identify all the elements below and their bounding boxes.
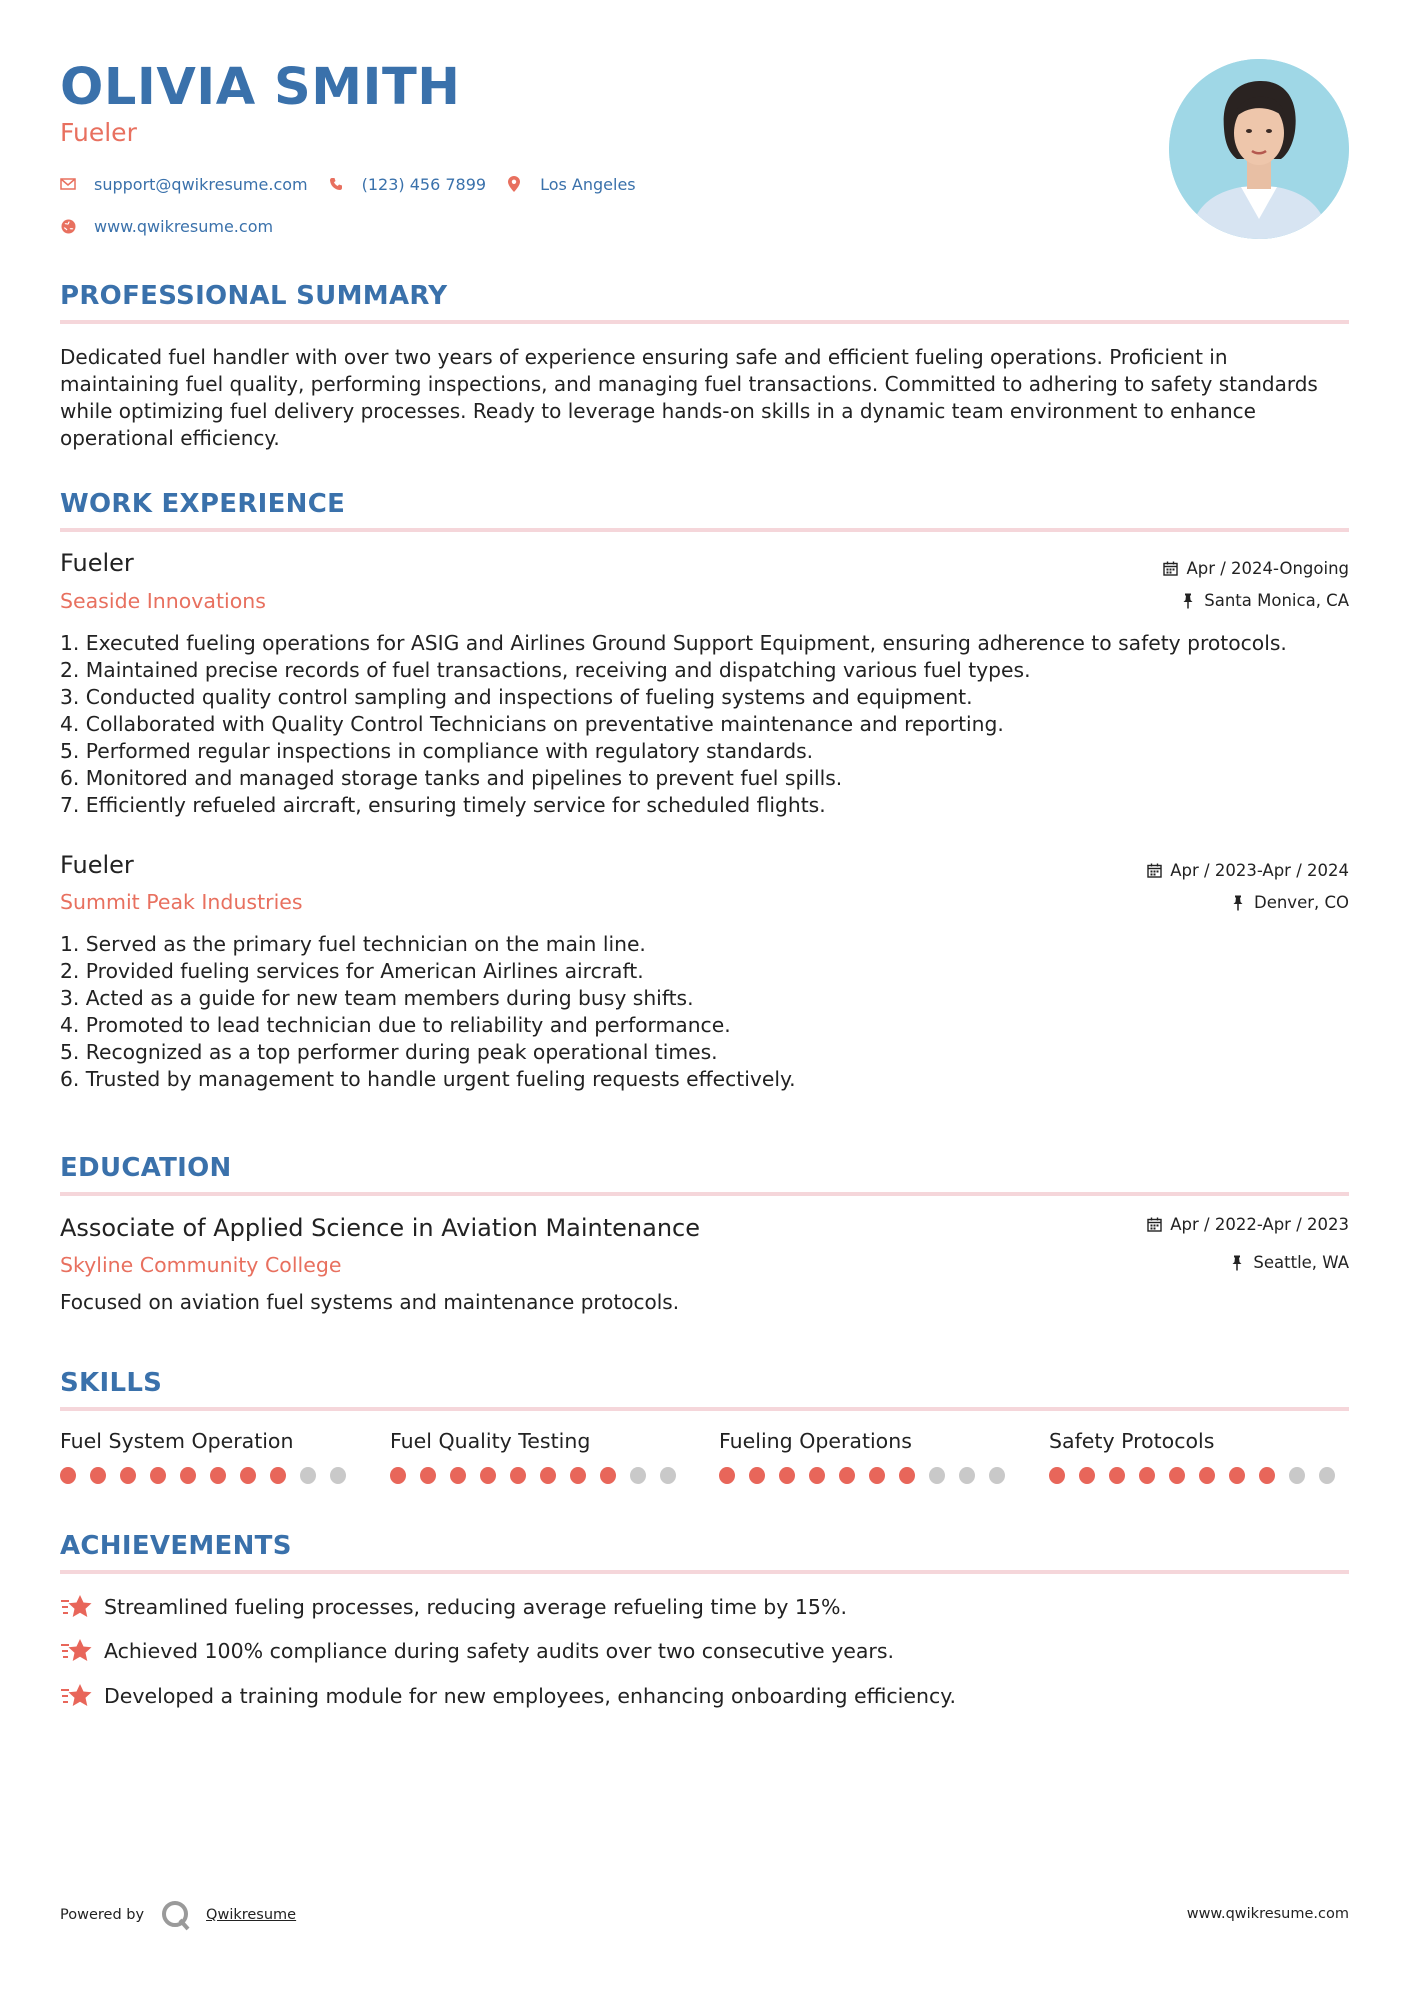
list-item: 3. Acted as a guide for new team members during busy shifts. bbox=[60, 986, 694, 1010]
globe-icon bbox=[60, 218, 76, 234]
section-divider bbox=[60, 528, 1349, 532]
skill-rating bbox=[60, 1467, 360, 1484]
list-item: 6. Monitored and managed storage tanks and pipelines to prevent fuel spills. bbox=[60, 766, 843, 790]
achievement-text: Developed a training module for new employees, enhancing onboarding efficiency. bbox=[104, 1684, 956, 1708]
job-location-text: Santa Monica, CA bbox=[1204, 591, 1349, 610]
star-award-icon bbox=[60, 1681, 94, 1711]
education-description: Focused on aviation fuel systems and maintenance protocols. bbox=[60, 1290, 680, 1314]
email-link[interactable]: support@qwikresume.com bbox=[94, 174, 308, 194]
job-dates-text: Apr / 2023-Apr / 2024 bbox=[1170, 861, 1349, 880]
skills-heading: SKILLS bbox=[60, 1368, 163, 1398]
job-title: Fueler bbox=[60, 851, 134, 879]
list-item: 6. Trusted by management to handle urgent fueling requests effectively. bbox=[60, 1067, 796, 1091]
job-location bbox=[1230, 893, 1349, 912]
calendar-icon bbox=[1146, 863, 1162, 879]
skill-dot-filled bbox=[899, 1467, 915, 1484]
candidate-role: Fueler bbox=[60, 118, 137, 147]
achievement-text: Streamlined fueling processes, reducing average refueling time by 15%. bbox=[104, 1595, 847, 1619]
calendar-icon bbox=[1146, 1217, 1162, 1233]
skill-dot-filled bbox=[839, 1467, 855, 1484]
skill-dot-filled bbox=[1169, 1467, 1185, 1484]
list-item: 7. Efficiently refueled aircraft, ensuring timely service for scheduled flights. bbox=[60, 793, 826, 817]
skill-name: Fuel Quality Testing bbox=[390, 1429, 591, 1453]
list-item: 2. Provided fueling services for American Airlines aircraft. bbox=[60, 959, 644, 983]
achievement-text: Achieved 100% compliance during safety audits over two consecutive years. bbox=[104, 1639, 895, 1663]
skill-dot-filled bbox=[450, 1467, 466, 1484]
skill-dot-filled bbox=[1049, 1467, 1065, 1484]
location-text: Los Angeles bbox=[540, 174, 636, 194]
skill-item bbox=[390, 1429, 690, 1484]
education-dates-text: Apr / 2022-Apr / 2023 bbox=[1170, 1215, 1349, 1234]
skill-dot-filled bbox=[420, 1467, 436, 1484]
job-dates-text: Apr / 2024-Ongoing bbox=[1186, 559, 1349, 578]
skill-dot-filled bbox=[510, 1467, 526, 1484]
achievement-item bbox=[60, 1636, 894, 1666]
job-dates bbox=[1162, 559, 1349, 578]
skill-name: Safety Protocols bbox=[1049, 1429, 1215, 1453]
list-item: 4. Collaborated with Quality Control Technicians on preventative maintenance and reporting. bbox=[60, 712, 1004, 736]
summary-heading: PROFESSIONAL SUMMARY bbox=[60, 281, 448, 311]
job-location bbox=[1180, 591, 1349, 610]
pushpin-icon bbox=[1229, 1255, 1245, 1271]
powered-by-label: Powered by bbox=[60, 1907, 145, 1923]
list-item: 3. Conducted quality control sampling and inspections of fueling systems and equipment. bbox=[60, 685, 973, 709]
section-divider bbox=[60, 1570, 1349, 1574]
section-divider bbox=[60, 320, 1349, 324]
skill-dot-filled bbox=[210, 1467, 226, 1484]
education-dates bbox=[1146, 1215, 1349, 1234]
qwikresume-link[interactable]: Qwikresume bbox=[206, 1907, 297, 1923]
skill-dot-empty bbox=[929, 1467, 945, 1484]
company-name: Seaside Innovations bbox=[60, 589, 266, 613]
skill-name: Fueling Operations bbox=[719, 1429, 912, 1453]
education-heading: EDUCATION bbox=[60, 1153, 232, 1183]
skill-rating bbox=[719, 1467, 1019, 1484]
skill-item bbox=[719, 1429, 1019, 1484]
company-name: Summit Peak Industries bbox=[60, 890, 303, 914]
star-award-icon bbox=[60, 1636, 94, 1666]
skill-dot-empty bbox=[1289, 1467, 1305, 1484]
skill-dot-filled bbox=[540, 1467, 556, 1484]
skill-item bbox=[1049, 1429, 1349, 1484]
pushpin-icon bbox=[1230, 895, 1246, 911]
skill-dot-filled bbox=[90, 1467, 106, 1484]
contact-row bbox=[60, 172, 656, 196]
skill-dot-empty bbox=[300, 1467, 316, 1484]
skill-dot-filled bbox=[749, 1467, 765, 1484]
pushpin-icon bbox=[1180, 593, 1196, 609]
skill-dot-filled bbox=[1199, 1467, 1215, 1484]
achievement-item bbox=[60, 1681, 956, 1711]
job-title: Fueler bbox=[60, 549, 134, 577]
skill-dot-filled bbox=[1079, 1467, 1095, 1484]
candidate-name: OLIVIA SMITH bbox=[60, 58, 461, 117]
education-location-text: Seattle, WA bbox=[1253, 1253, 1349, 1272]
education-location bbox=[1229, 1253, 1349, 1272]
skill-name: Fuel System Operation bbox=[60, 1429, 294, 1453]
calendar-icon bbox=[1162, 561, 1178, 577]
achievements-heading: ACHIEVEMENTS bbox=[60, 1531, 292, 1561]
skill-dot-filled bbox=[1109, 1467, 1125, 1484]
email-icon bbox=[60, 176, 76, 192]
list-item: 4. Promoted to lead technician due to reliability and performance. bbox=[60, 1013, 731, 1037]
skill-dot-filled bbox=[570, 1467, 586, 1484]
skill-dot-empty bbox=[660, 1467, 676, 1484]
job-bullets bbox=[60, 931, 1340, 1093]
degree-title: Associate of Applied Science in Aviation Maintenance bbox=[60, 1214, 701, 1242]
skill-dot-filled bbox=[779, 1467, 795, 1484]
skill-dot-filled bbox=[240, 1467, 256, 1484]
skill-dot-empty bbox=[989, 1467, 1005, 1484]
achievement-item bbox=[60, 1592, 847, 1622]
skill-dot-empty bbox=[959, 1467, 975, 1484]
star-award-icon bbox=[60, 1592, 94, 1622]
footer-website[interactable]: www.qwikresume.com bbox=[1186, 1906, 1349, 1922]
skill-dot-filled bbox=[480, 1467, 496, 1484]
skill-dot-filled bbox=[869, 1467, 885, 1484]
skill-dot-filled bbox=[120, 1467, 136, 1484]
school-name: Skyline Community College bbox=[60, 1253, 342, 1277]
list-item: 5. Performed regular inspections in compliance with regulatory standards. bbox=[60, 739, 814, 763]
location-pin-icon bbox=[506, 176, 522, 192]
footer-powered-by bbox=[60, 1900, 296, 1930]
job-bullets bbox=[60, 630, 1340, 819]
website-link[interactable]: www.qwikresume.com bbox=[94, 216, 274, 236]
skill-dot-filled bbox=[180, 1467, 196, 1484]
skill-dot-filled bbox=[1259, 1467, 1275, 1484]
skill-dot-filled bbox=[719, 1467, 735, 1484]
section-divider bbox=[60, 1192, 1349, 1196]
skill-dot-filled bbox=[390, 1467, 406, 1484]
list-item: 1. Executed fueling operations for ASIG and Airlines Ground Support Equipment, ensuring adherence to safety protocols. bbox=[60, 631, 1287, 655]
phone-icon bbox=[328, 176, 344, 192]
job-dates bbox=[1146, 861, 1349, 880]
job-location-text: Denver, CO bbox=[1253, 893, 1349, 912]
skill-item bbox=[60, 1429, 360, 1484]
skill-dot-empty bbox=[630, 1467, 646, 1484]
skill-rating bbox=[1049, 1467, 1349, 1484]
list-item: 1. Served as the primary fuel technician on the main line. bbox=[60, 932, 646, 956]
section-divider bbox=[60, 1407, 1349, 1411]
skill-dot-empty bbox=[330, 1467, 346, 1484]
qwikresume-logo-icon bbox=[160, 1899, 192, 1931]
skill-dot-empty bbox=[1319, 1467, 1335, 1484]
list-item: 2. Maintained precise records of fuel transactions, receiving and dispatching various fuel types. bbox=[60, 658, 1031, 682]
skill-dot-filled bbox=[600, 1467, 616, 1484]
skill-dot-filled bbox=[60, 1467, 76, 1484]
experience-heading: WORK EXPERIENCE bbox=[60, 489, 346, 519]
profile-photo bbox=[1169, 59, 1349, 239]
phone-text[interactable]: (123) 456 7899 bbox=[361, 174, 487, 194]
skill-dot-filled bbox=[809, 1467, 825, 1484]
website-row bbox=[60, 214, 293, 238]
skill-dot-filled bbox=[1139, 1467, 1155, 1484]
skill-rating bbox=[390, 1467, 690, 1484]
skill-dot-filled bbox=[1229, 1467, 1245, 1484]
skill-dot-filled bbox=[150, 1467, 166, 1484]
skill-dot-filled bbox=[270, 1467, 286, 1484]
list-item: 5. Recognized as a top performer during peak operational times. bbox=[60, 1040, 718, 1064]
summary-text: Dedicated fuel handler with over two years of experience ensuring safe and efficient fueling operations. Proficient in maintaining fuel quality, performing inspections, and managing fuel transactions. Committed to adhering to safety standards while optimizing fuel delivery processes. Ready to leverage hands-on skills in a dynamic team environment to enhance operational efficiency. bbox=[60, 345, 1318, 450]
